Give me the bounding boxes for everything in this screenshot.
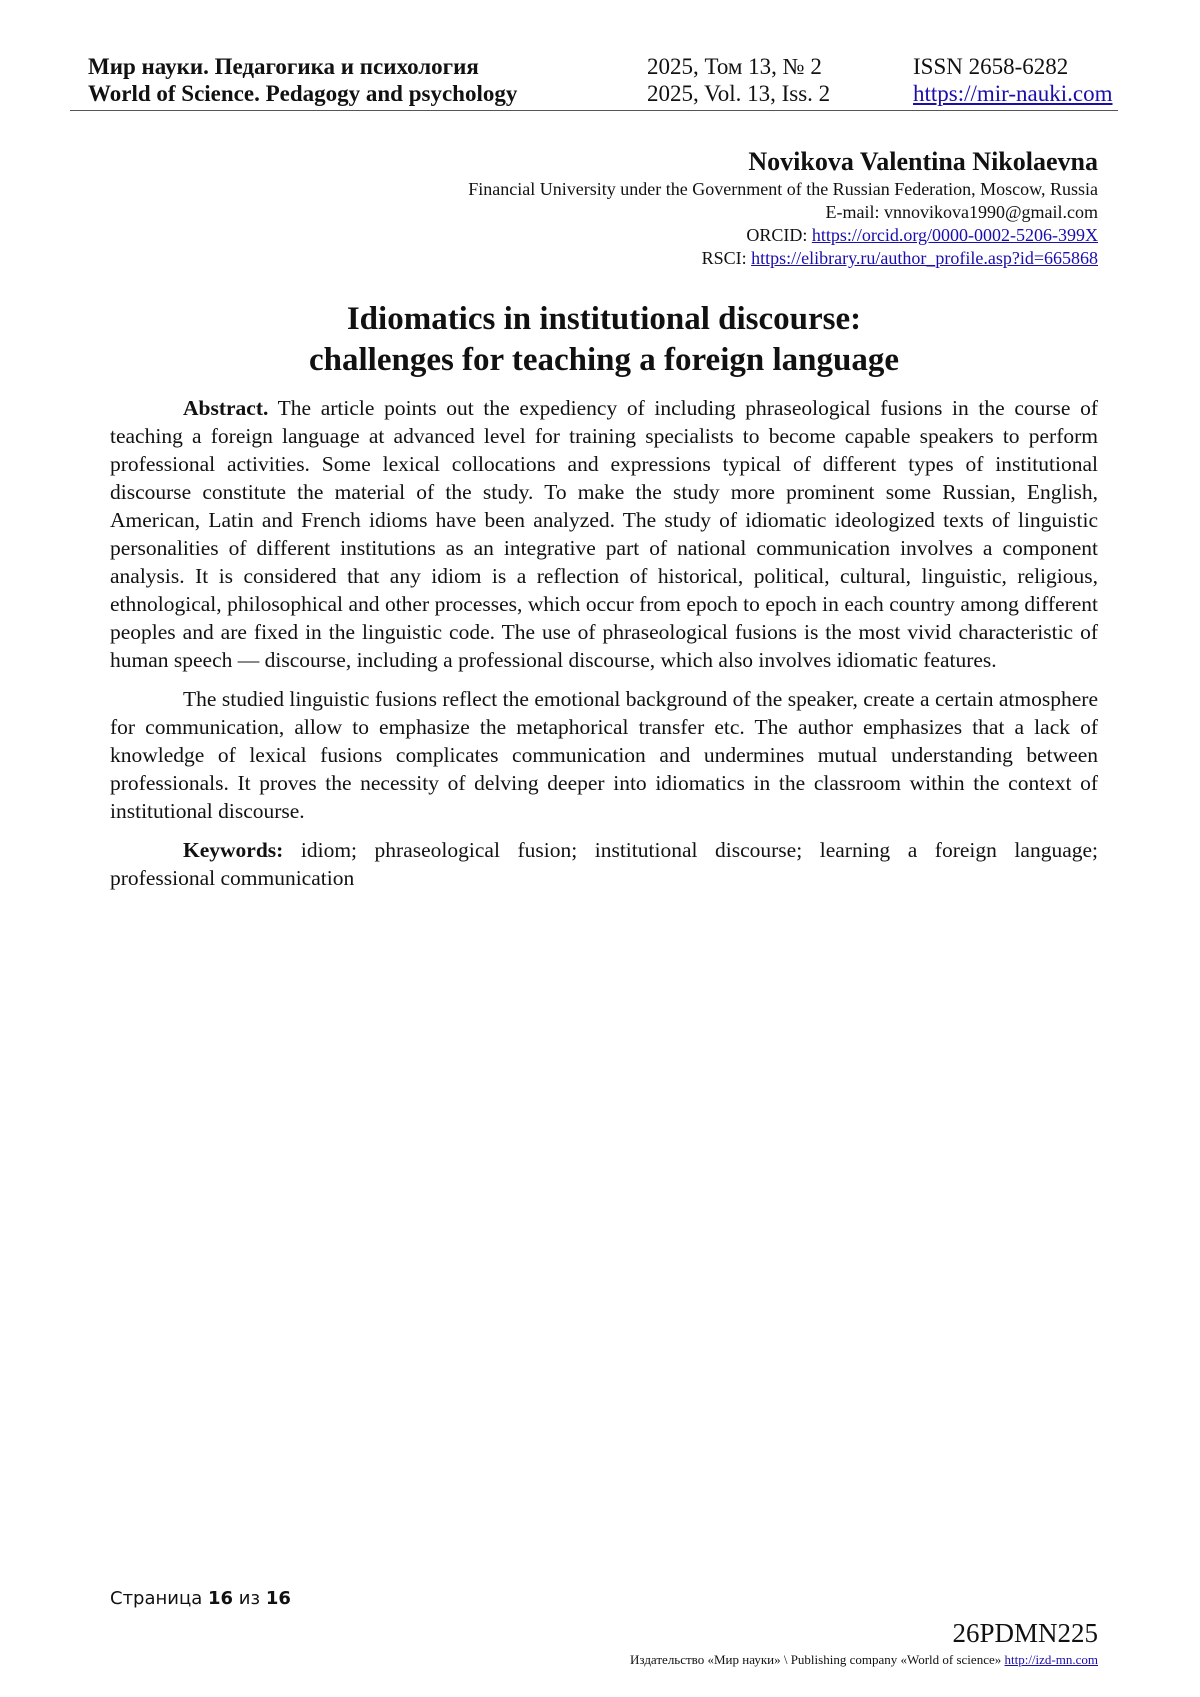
page-counter xyxy=(110,1588,291,1609)
publisher-text: Издательство «Мир науки» \ Publishing company «World of science» xyxy=(630,1652,1005,1667)
header-divider xyxy=(70,110,1118,111)
journal-title-en: World of Science. Pedagogy and psychology xyxy=(88,81,518,106)
page-word: Страница xyxy=(110,1588,203,1609)
page-of: из xyxy=(238,1588,261,1609)
rsci-label: RSCI: xyxy=(701,248,752,268)
keywords-label: Keywords: xyxy=(183,838,284,862)
article-title xyxy=(110,299,1098,381)
orcid-label: ORCID: xyxy=(746,225,812,245)
page-current: 16 xyxy=(208,1588,234,1609)
abstract-label: Abstract. xyxy=(183,396,269,420)
rsci-link[interactable]: https://elibrary.ru/author_profile.asp?id=665868 xyxy=(751,248,1098,268)
article-body xyxy=(110,394,1098,903)
issue-en: 2025, Vol. 13, Iss. 2 xyxy=(647,81,831,106)
author-rsci xyxy=(298,247,1098,270)
journal-title-ru: Мир науки. Педагогика и психология xyxy=(88,54,479,79)
keywords-text: idiom; phraseological fusion; institutional discourse; learning a foreign language; professional communication xyxy=(110,838,1098,890)
publisher-link[interactable]: http://izd-mn.com xyxy=(1004,1652,1098,1667)
journal-header xyxy=(88,53,1118,107)
author-block xyxy=(298,146,1098,270)
author-orcid xyxy=(298,224,1098,247)
abstract-paragraph-2: The studied linguistic fusions reflect the emotional background of the speaker, create a certain atmosphere for communication, allow to emphasize the metaphorical transfer etc. The author emphasizes that a lack of knowledge of lexical fusions complicates communication and undermines mutual understanding between professionals. It proves the necessity of delving deeper into idiomatics in the classroom within the context of institutional discourse. xyxy=(110,687,1098,823)
abstract-text-1: The article points out the expediency of including phraseological fusions in the course of teaching a foreign language at advanced level for training specialists to become capable speakers to perform professional activities. Some lexical collocations and expressions typical of different types of institutional discourse constitute the material of the study. To make the study more prominent some Russian, English, American, Latin and French idioms have been analyzed. The study of idiomatic ideologized texts of linguistic personalities of different institutions as an integrative part of national communication involves a component analysis. It is considered that any idiom is a reflection of historical, political, cultural, linguistic, religious, ethnological, philosophical and other processes, which occur from epoch to epoch in each country among different peoples and are fixed in the linguistic code. The use of phraseological fusions is the most vivid characteristic of human speech — discourse, including a professional discourse, which also involves idiomatic features. xyxy=(110,396,1098,672)
page-total: 16 xyxy=(265,1588,291,1609)
title-line-2: challenges for teaching a foreign language xyxy=(308,342,899,378)
article-code: 26PDMN225 xyxy=(952,1618,1098,1648)
orcid-link[interactable]: https://orcid.org/0000-0002-5206-399X xyxy=(811,225,1098,245)
abstract-paragraph-1 xyxy=(110,394,1098,674)
author-affiliation: Financial University under the Government of the Russian Federation, Moscow, Russia xyxy=(468,179,1098,199)
header-row-en xyxy=(88,80,1118,107)
journal-site-link[interactable]: https://mir-nauki.com xyxy=(913,81,1113,106)
keywords-paragraph xyxy=(110,836,1098,892)
author-name: Novikova Valentina Nikolaevna xyxy=(748,147,1098,176)
issue-ru: 2025, Том 13, № 2 xyxy=(647,54,822,79)
publisher-line xyxy=(630,1652,1098,1668)
header-row-ru xyxy=(88,53,1118,80)
title-line-1: Idiomatics in institutional discourse: xyxy=(346,301,862,337)
author-email: E-mail: vnnovikova1990@gmail.com xyxy=(825,202,1098,222)
issn: ISSN 2658-6282 xyxy=(913,54,1069,79)
